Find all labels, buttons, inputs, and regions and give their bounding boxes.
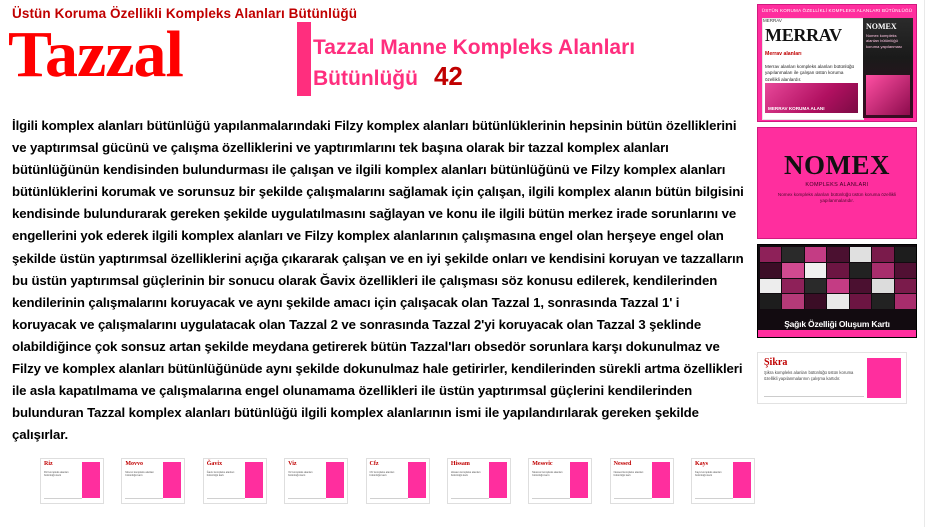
right-column: [757, 4, 917, 404]
card-nomex: [757, 127, 917, 239]
collage-cell: [850, 263, 871, 278]
thumbnail-accent-block: [408, 462, 426, 498]
body-paragraph: İlgili komplex alanları bütünlüğü yapılanmalarındaki Filzy komplex alanları bütünlüklerinin hepsinin bütün özelliklerini ve yaptırımsal gücünü ve çalışma özelliklerini ve yaptırımlarını tek başına olarak bir tazzal komplex alanları bütünlüğünün kendisinden bulundurması ile çalışan ve ilgili komplex alanları bütünlüğünü ve Filzy komplex alanları bütünlüklerini korumak ve sorunsuz bir şekilde çalışmalarını sağlamak için çalışan, ilgili komplex alanın bütün bilgisini kendisinde bulundurarak gereken şekilde uygulatılmasını sağlayan ve konu ile ilgili bütün merkez irade sorunlarını ve engellerini yok ederek ilgili komplex alanları ve Filzy komplex alanlarının çalışmasına engel olan herşeye engel olan şekilde üstün yaptırımsal özelliklerini açığa çıkararak çalışan ve en iyi şekilde onları ve kendisini koruyan ve tazzalların bu üstün yaptırımsal güçlerinin bir sonucu olarak Ğavix özellikleri ile çalışması söz konusu edilerek, kendilerinden kendilerinin çalışmalarını koruyacak ve aynı şekilde amacı için çalışacak olan Tazzal 1, sonrasında Tazzal 1' i koruyacak ve çalışmalarını uygulatacak olan Tazzal 2 ve sonrasında Tazzal 2'yi koruyacak olan Tazzal 3 şeklinde olabildiğince çok sonsuz artan şekilde meydana getirerek bütün Tazzal'ları obsedör sorunlara karşı dokunulmaz ve Filzy ve komplex alanları bütünlüğünüde aynı şekilde dokunulmaz hale getirirler, kendilerinden sürekli artma özellikleri ile asla kapatılmama ve çalışmalarına engel olunamama özellikleri ile üstün yaptırımsal güçlerini kendilerinden bulunduran Tazzal komplex alanları bütünlüğü ilgili komplex alanlarının ismi ile yapılandırılarak gereken şekilde çalışırlar.: [12, 118, 744, 443]
thumbnail-accent-block: [489, 462, 507, 498]
title-line-2: [313, 62, 713, 93]
collage-cell: [827, 263, 848, 278]
card-nomex-description: Nomex kompleks alanları bütünlüğü üstün koruma özellikli yapılanmalarıdır.: [777, 192, 897, 204]
thumbnail-accent-block: [163, 462, 181, 498]
card-merrav-topbar: ÜSTÜN KORUMA ÖZELLİKLİ KOMPLEKS ALANLARI BÜTÜNLÜĞÜ: [758, 5, 916, 16]
thumbnail-rule: [125, 498, 163, 499]
collage-cell: [850, 294, 871, 309]
card-sikra: [757, 352, 907, 404]
thumbnail-lines: Cfz kompleks alanları bütünlüğü kartı: [369, 471, 395, 478]
card-nomex-title: NOMEX: [784, 150, 890, 180]
card-collage-accent-bar: [758, 330, 916, 337]
card-sikra-lines: Şikra kompleks alanları bütünlüğü üstün koruma özellikli yapılanmalarının çalışma kartıdır.: [764, 370, 854, 381]
card-merrav-side-sub: Nomex kompleks alanları bütünlüğü koruma yapılanması: [866, 33, 903, 49]
thumbnail-card: [528, 458, 592, 504]
collage-cell: [760, 279, 781, 294]
collage-cell: [895, 247, 916, 262]
thumbnail-accent-block: [82, 462, 100, 498]
collage-cell: [827, 247, 848, 262]
collage-cell: [782, 279, 803, 294]
header-subtitle: Üstün Koruma Özellikli Kompleks Alanları Bütünlüğü: [12, 6, 358, 21]
thumbnail-title: Viz: [288, 461, 297, 467]
card-merrav-side-image: [866, 75, 910, 115]
thumbnail-title: Movvo: [125, 461, 144, 467]
card-merrav-tag: MERRAV: [763, 18, 782, 23]
thumbnail-rule: [44, 498, 82, 499]
collage-cell: [782, 294, 803, 309]
thumbnail-accent-block: [652, 462, 670, 498]
card-sikra-accent-block: [867, 358, 901, 398]
card-merrav-side-panel: [863, 18, 913, 118]
collage-cell: [805, 263, 826, 278]
thumbnail-lines: Riz kompleks alanları bütünlüğü kartı: [44, 471, 69, 478]
thumbnail-title: Ğavix: [206, 461, 223, 467]
card-collage-caption: Şağık Özelliği Oluşum Kartı: [784, 319, 890, 329]
thumbnail-card: [447, 458, 511, 504]
thumbnail-card: [203, 458, 267, 504]
collage-cell: [827, 294, 848, 309]
thumbnail-title: Nessed: [613, 461, 632, 467]
title-line-1: Tazzal Manne Kompleks Alanları: [313, 36, 636, 59]
thumbnail-lines: Nessed kompleks alanları bütünlüğü kartı: [613, 471, 644, 478]
collage-cell: [895, 294, 916, 309]
thumbnail-card: [284, 458, 348, 504]
card-collage: [757, 244, 917, 338]
card-merrav-black-line: Merrav alanları kompleks alanları bütünlüğü yapılanmaları ile çalışan üstün koruma özellikli alanlardır.: [765, 64, 855, 82]
collage-cell: [760, 247, 781, 262]
brand-divider-bar: [297, 22, 311, 96]
thumbnail-rule: [288, 498, 326, 499]
collage-cell: [895, 263, 916, 278]
card-merrav-title: MERRAV: [765, 25, 842, 45]
collage-cell: [850, 247, 871, 262]
thumbnail-lines: Ğavix kompleks alanları bütünlüğü kartı: [206, 471, 235, 478]
thumbnail-accent-block: [570, 462, 588, 498]
collage-cell: [872, 279, 893, 294]
thumbnail-title: Riz: [44, 461, 53, 467]
thumbnail-accent-block: [245, 462, 263, 498]
thumbnail-lines: Kays kompleks alanları bütünlüğü kartı: [695, 471, 722, 478]
card-merrav-photo: [765, 83, 858, 113]
thumbnail-card: [121, 458, 185, 504]
thumbnail-title: Cfz: [369, 461, 379, 467]
title-line-2-text: Bütünlüğü: [313, 67, 418, 90]
collage-grid: [760, 247, 916, 309]
thumbnail-rule: [451, 498, 489, 499]
title-block: [313, 34, 713, 93]
thumbnail-rule: [370, 498, 408, 499]
thumbnail-rule: [614, 498, 652, 499]
collage-cell: [760, 294, 781, 309]
thumbnail-accent-block: [326, 462, 344, 498]
thumbnail-lines: Hissam kompleks alanları bütünlüğü kartı: [450, 471, 481, 478]
collage-cell: [805, 247, 826, 262]
page-number: 42: [433, 61, 463, 91]
card-sikra-rule: [764, 396, 864, 397]
thumbnail-strip: [40, 458, 755, 510]
thumbnail-rule: [695, 498, 733, 499]
thumbnail-lines: Viz kompleks alanları bütünlüğü kartı: [288, 471, 313, 478]
thumbnail-card: [691, 458, 755, 504]
collage-cell: [782, 263, 803, 278]
thumbnail-card: [610, 458, 674, 504]
collage-cell: [850, 279, 871, 294]
thumbnail-lines: Movvo kompleks alanları bütünlüğü kartı: [125, 471, 154, 478]
collage-cell: [827, 279, 848, 294]
card-nomex-subtitle: KOMPLEKS ALANLARI: [805, 182, 869, 188]
thumbnail-lines: Messvic kompleks alanları bütünlüğü kartı: [532, 471, 563, 478]
thumbnail-card: [366, 458, 430, 504]
thumbnail-accent-block: [733, 462, 751, 498]
thumbnail-title: Messvic: [532, 461, 553, 467]
thumbnail-title: Hissam: [450, 461, 470, 467]
collage-cell: [760, 263, 781, 278]
collage-cell: [872, 263, 893, 278]
collage-cell: [872, 247, 893, 262]
card-merrav-photo-label: MERRAV KORUMA ALANI: [768, 106, 825, 111]
card-merrav-red-line: Merrav alanları: [765, 51, 802, 57]
collage-cell: [805, 294, 826, 309]
card-merrav: [757, 4, 917, 122]
collage-cell: [805, 279, 826, 294]
collage-cell: [782, 247, 803, 262]
collage-cell: [872, 294, 893, 309]
thumbnail-card: [40, 458, 104, 504]
thumbnail-title: Kays: [695, 461, 709, 467]
thumbnail-rule: [207, 498, 245, 499]
collage-cell: [895, 279, 916, 294]
brand-wordmark: Tazzal: [8, 18, 183, 91]
thumbnail-rule: [532, 498, 570, 499]
card-merrav-side-title: NOMEX: [866, 22, 897, 31]
card-sikra-title: Şikra: [764, 357, 788, 368]
